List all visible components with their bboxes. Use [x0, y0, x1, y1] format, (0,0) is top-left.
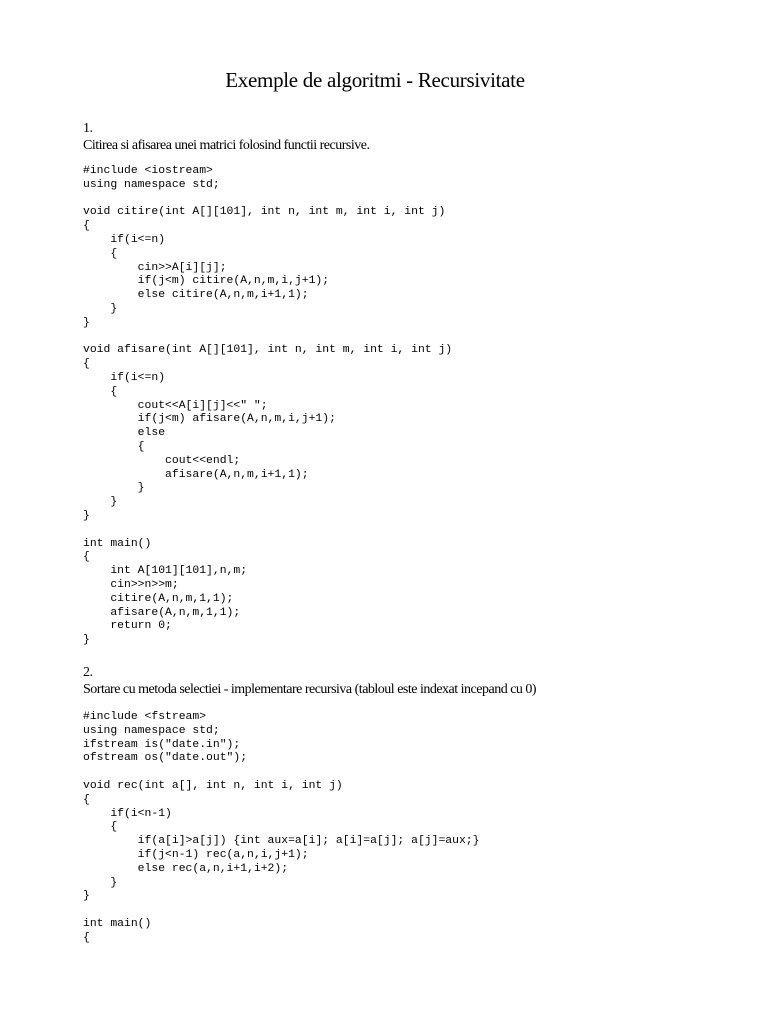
code-line — [83, 766, 743, 780]
code-line: citire(A,n,m,1,1); — [83, 592, 234, 605]
code-line: ofstream os("date.out"); — [83, 752, 248, 765]
code-line — [83, 904, 743, 918]
code-line: #include <iostream> — [83, 165, 213, 177]
code-line: } — [83, 316, 90, 329]
code-line: int main() — [83, 917, 152, 930]
code-line: int main() — [83, 537, 152, 550]
code-line: { — [83, 793, 90, 806]
code-line: } — [83, 509, 90, 522]
section-number: 2. — [83, 665, 93, 680]
code-line: else citire(A,n,m,i+1,1); — [83, 289, 309, 302]
code-line: void afisare(int A[][101], int n, int m, int i, int j) — [83, 344, 453, 357]
section-number: 1. — [83, 121, 93, 136]
code-line: } — [83, 890, 90, 903]
code-line: if(a[i]>a[j]) {int aux=a[i]; a[i]=a[j]; a[j]=aux;} — [83, 835, 480, 848]
code-line: using namespace std; — [83, 724, 220, 737]
code-line: ifstream is("date.in"); — [83, 738, 241, 751]
code-line — [83, 193, 743, 207]
code-line: cin>>A[i][j]; — [83, 261, 227, 274]
code-line: #include <fstream> — [83, 711, 207, 723]
code-line: if(i<=n) — [83, 371, 166, 384]
document-title: Exemple de algoritmi - Recursivitate — [225, 68, 525, 92]
code-line: if(i<n-1) — [83, 807, 172, 820]
code-line: if(j<n-1) rec(a,n,i,j+1); — [83, 848, 309, 861]
code-line: } — [83, 876, 118, 889]
code-line: cout<<endl; — [83, 454, 241, 467]
code-line — [83, 524, 743, 538]
code-line: { — [83, 551, 90, 564]
code-line: { — [83, 385, 118, 398]
code-line: else — [83, 427, 166, 440]
section-description: Citirea si afisarea unei matrici folosind functii recursive. — [83, 138, 370, 153]
code-line — [83, 331, 743, 345]
code-line: if(j<m) citire(A,n,m,i,j+1); — [83, 275, 330, 288]
code-line: { — [83, 220, 90, 233]
code-line: { — [83, 440, 145, 453]
section-description: Sortare cu metoda selectiei - implementare recursiva (tabloul este indexat incepand cu 0) — [83, 682, 537, 697]
code-line: afisare(A,n,m,1,1); — [83, 606, 241, 619]
code-line: else rec(a,n,i+1,i+2); — [83, 862, 289, 875]
code-block — [83, 165, 743, 648]
code-line: { — [83, 821, 118, 834]
code-line: { — [83, 247, 118, 260]
code-line: afisare(A,n,m,i+1,1); — [83, 468, 309, 481]
code-line: if(i<=n) — [83, 233, 166, 246]
code-line: void rec(int a[], int n, int i, int j) — [83, 779, 343, 792]
section-2 — [83, 664, 743, 946]
code-block — [83, 711, 743, 946]
code-line: } — [83, 482, 145, 495]
code-line: void citire(int A[][101], int n, int m, int i, int j) — [83, 206, 446, 219]
code-line: cout<<A[i][j]<<" "; — [83, 399, 268, 412]
code-line: { — [83, 358, 90, 371]
code-line: } — [83, 302, 118, 315]
code-line: cin>>n>>m; — [83, 578, 179, 591]
section-1 — [83, 120, 743, 648]
code-line: using namespace std; — [83, 178, 220, 191]
code-line: int A[101][101],n,m; — [83, 565, 248, 578]
code-line: { — [83, 931, 90, 944]
code-line: if(j<m) afisare(A,n,m,i,j+1); — [83, 413, 336, 426]
code-line: } — [83, 496, 118, 509]
code-line: } — [83, 634, 90, 647]
code-line: return 0; — [83, 620, 172, 633]
